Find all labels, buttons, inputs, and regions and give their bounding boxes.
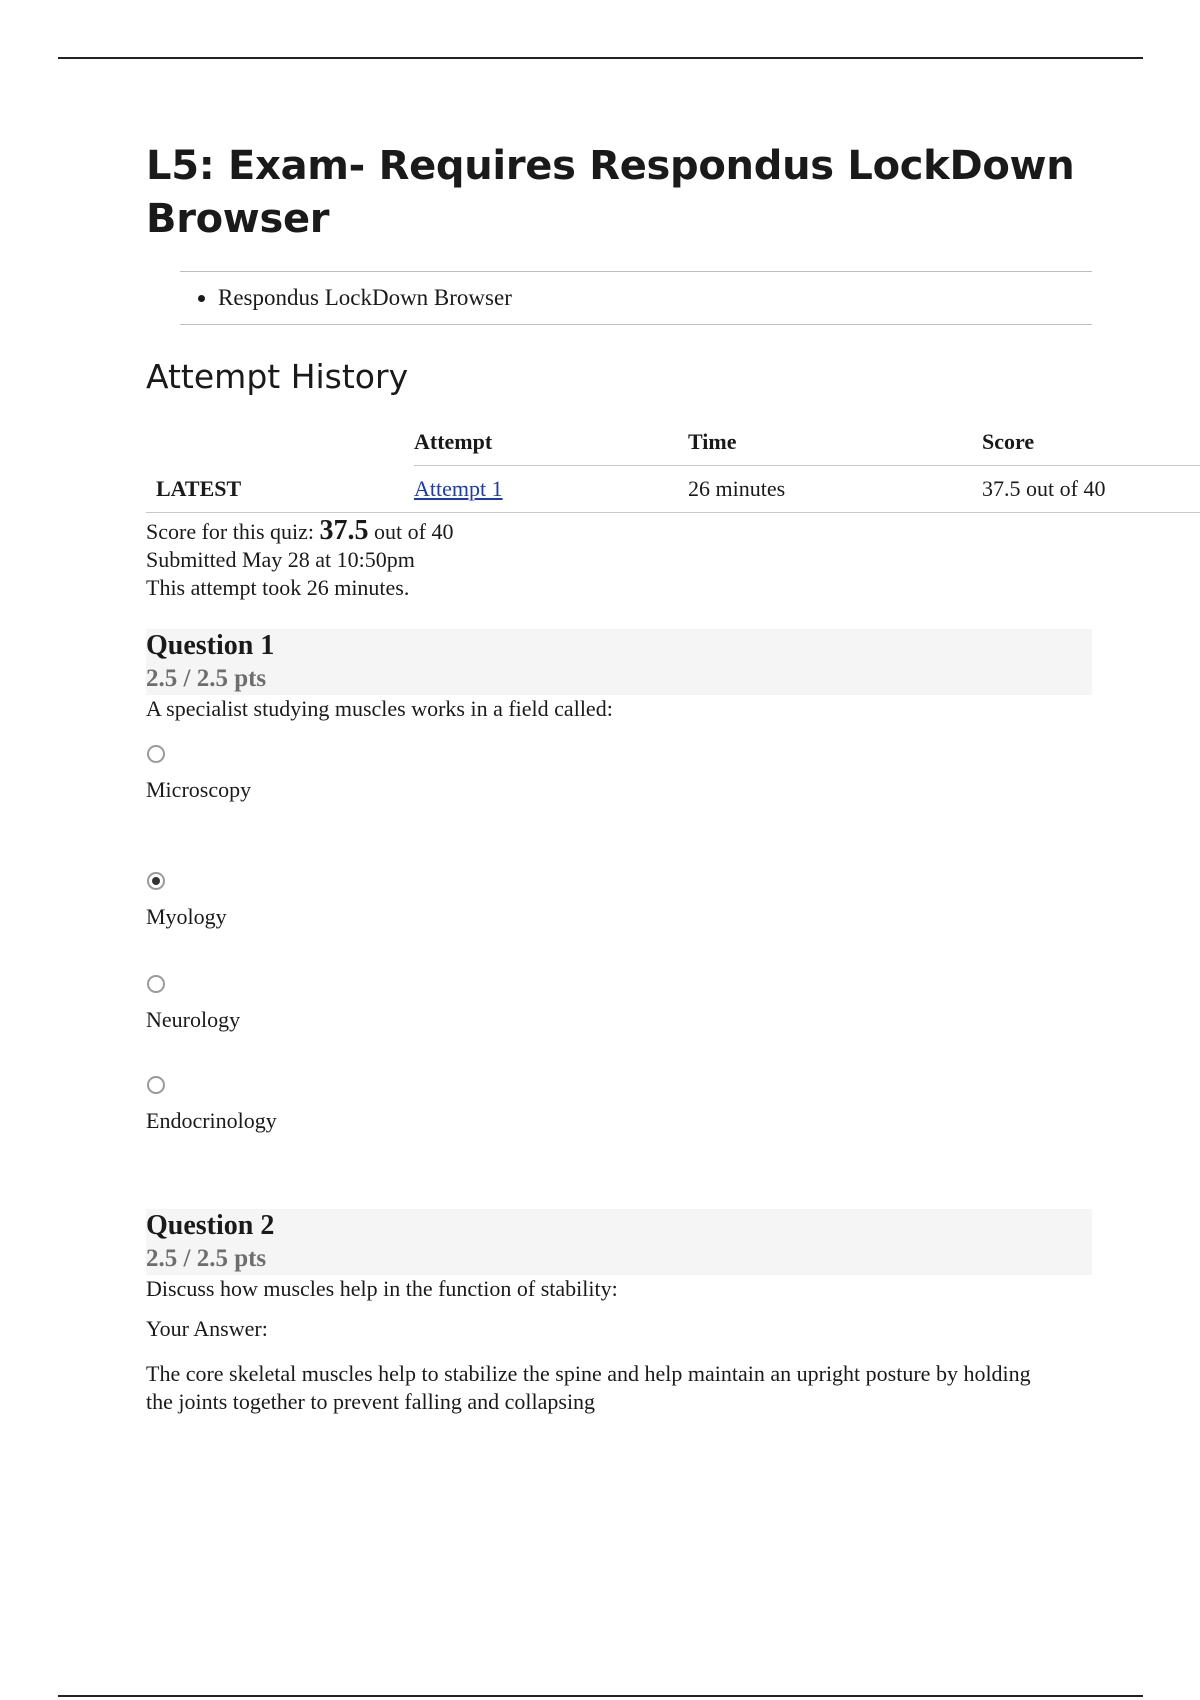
column-header-score: Score: [982, 421, 1200, 466]
column-header-attempt: Attempt: [414, 421, 688, 466]
submitted-line: Submitted May 28 at 10:50pm: [146, 547, 415, 572]
question-2-text: Discuss how muscles help in the function of stability:: [146, 1276, 618, 1301]
radio-unselected-icon[interactable]: [147, 745, 165, 763]
table-row: [146, 466, 1200, 513]
tool-item-lockdown-browser: • Respondus LockDown Browser: [218, 282, 1092, 314]
your-answer-text: The core skeletal muscles help to stabilize the spine and help maintain an upright posture by holding the joints together to prevent falling and collapsing: [146, 1361, 1031, 1414]
top-rule: [58, 57, 1143, 59]
column-header-time: Time: [688, 421, 982, 466]
question-1-header: [146, 629, 1092, 695]
table-header-row: [146, 421, 1200, 466]
answer-label: Myology: [146, 904, 227, 929]
answer-label: Endocrinology: [146, 1108, 277, 1133]
score-suffix: out of 40: [368, 519, 454, 544]
attempt-score: 37.5 out of 40: [982, 466, 1200, 513]
question-2-header: [146, 1209, 1092, 1275]
main-content: [146, 140, 1146, 1416]
latest-label: LATEST: [146, 466, 414, 513]
question-1-title: Question 1: [146, 630, 275, 661]
answer-option-microscopy[interactable]: [146, 745, 1146, 804]
score-value: 37.5: [319, 515, 369, 546]
radio-unselected-icon[interactable]: [147, 1076, 165, 1094]
column-header-blank: [146, 421, 414, 466]
radio-selected-icon[interactable]: [147, 872, 165, 890]
question-2-title: Question 2: [146, 1210, 275, 1241]
attempt-1-link[interactable]: Attempt 1: [414, 476, 503, 501]
attempt-history-table: [146, 421, 1200, 513]
attempt-time: 26 minutes: [688, 466, 982, 513]
answer-label: Neurology: [146, 1007, 241, 1032]
radio-unselected-icon[interactable]: [147, 975, 165, 993]
answer-label: Microscopy: [146, 777, 252, 802]
score-prefix: Score for this quiz:: [146, 519, 320, 544]
bottom-rule: [58, 1695, 1143, 1697]
tools-list: [180, 271, 1092, 325]
answer-option-endocrinology[interactable]: [146, 1076, 1146, 1135]
page-title: L5: Exam- Requires Respondus LockDown Browser: [146, 143, 1075, 242]
answer-option-neurology[interactable]: [146, 975, 1146, 1034]
question-1-points: 2.5 / 2.5 pts: [146, 665, 267, 692]
score-line: [146, 517, 1146, 546]
your-answer-label: Your Answer:: [146, 1316, 268, 1341]
answer-option-myology[interactable]: [146, 872, 1146, 931]
duration-line: This attempt took 26 minutes.: [146, 575, 410, 600]
quiz-summary: [146, 517, 1146, 602]
question-2-points: 2.5 / 2.5 pts: [146, 1245, 267, 1272]
attempt-history-heading: Attempt History: [146, 357, 409, 396]
question-1-text: A specialist studying muscles works in a field called:: [146, 696, 613, 721]
